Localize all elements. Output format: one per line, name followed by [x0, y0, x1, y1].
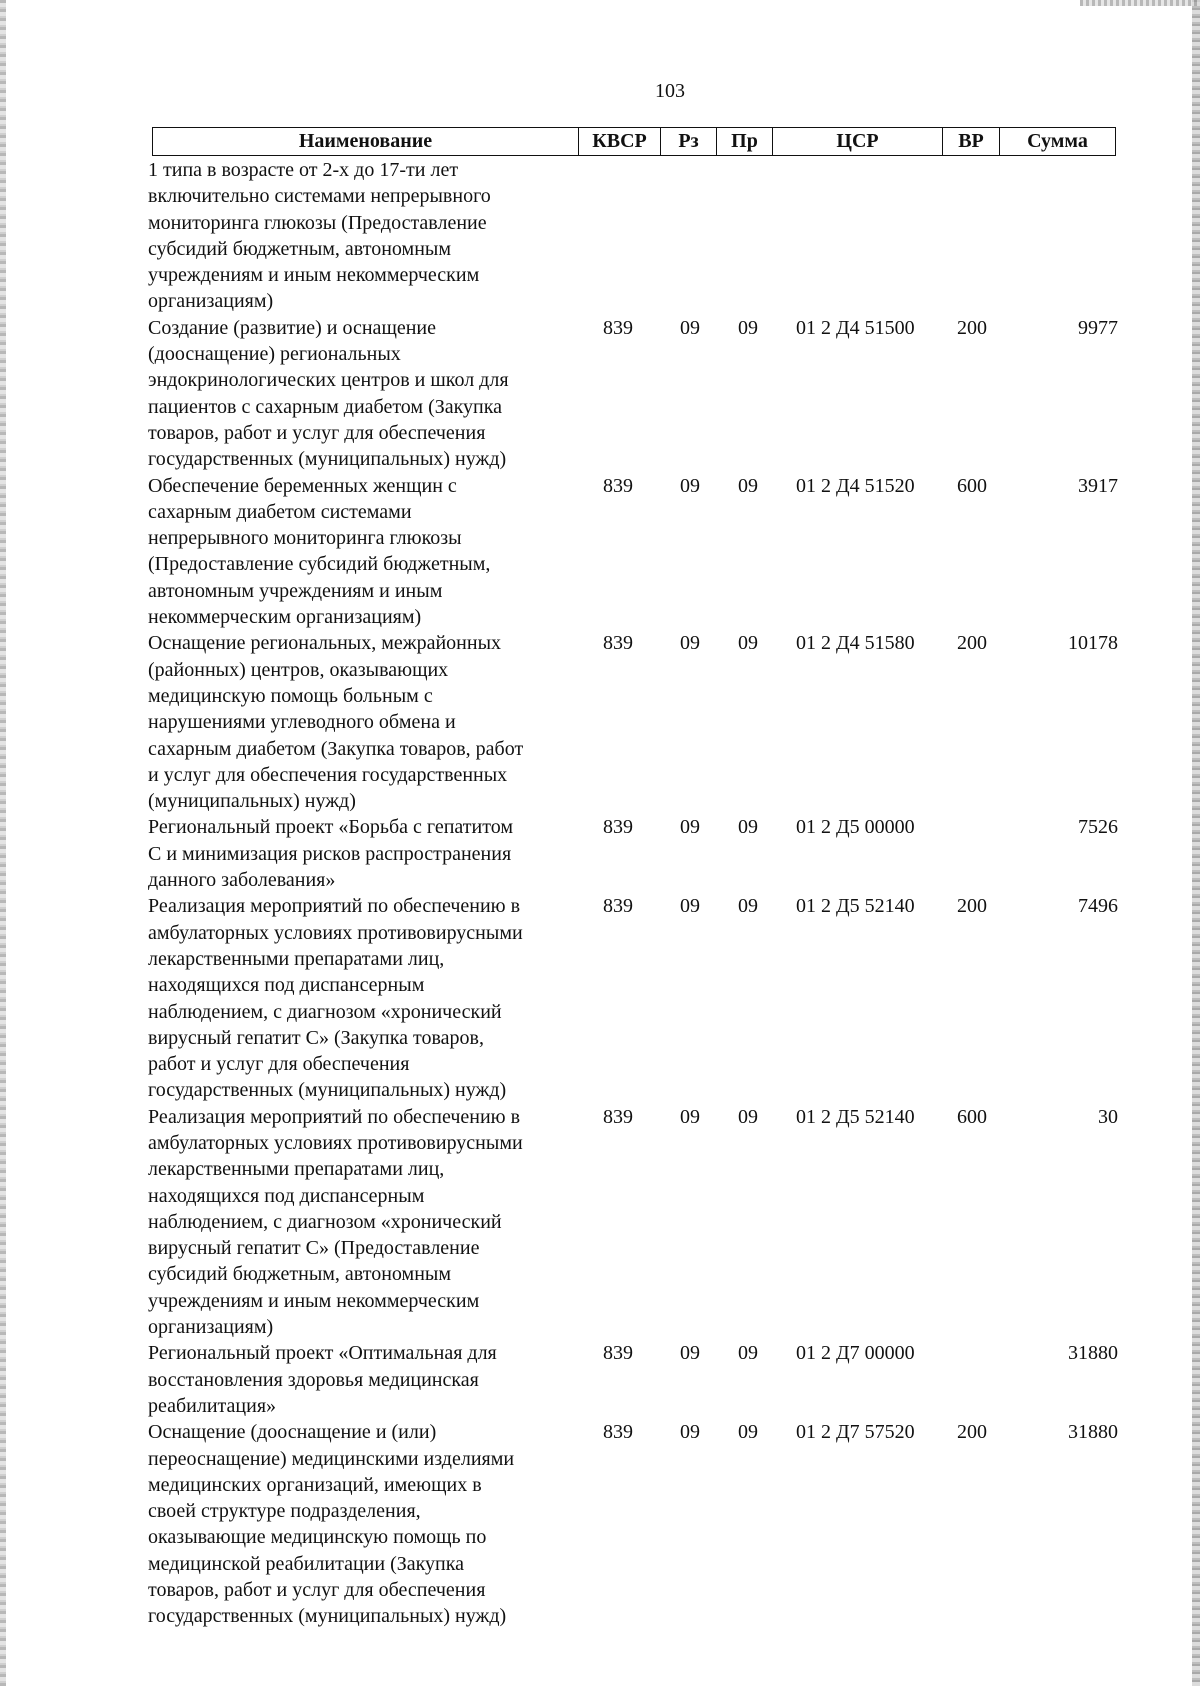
table-row	[0, 473, 1200, 631]
row-sum: 7496	[1078, 895, 1118, 918]
column-header-sum: Сумма	[1000, 128, 1116, 156]
row-sum: 7526	[1078, 816, 1118, 839]
row-sum: 9977	[1078, 316, 1118, 339]
row-csr: 01 2 Д4 51520	[796, 474, 915, 497]
table-row	[0, 814, 1200, 893]
row-sum: 3917	[1078, 474, 1118, 497]
row-csr: 01 2 Д7 00000	[796, 1342, 915, 1365]
row-kvsr: 839	[603, 895, 633, 918]
row-vr: 600	[957, 474, 987, 497]
table-row	[0, 1340, 1200, 1419]
row-sum: 31880	[1068, 1342, 1118, 1365]
row-pr: 09	[738, 1105, 758, 1128]
row-sum: 30	[1098, 1105, 1118, 1128]
row-vr: 200	[957, 632, 987, 655]
table-row	[0, 315, 1200, 473]
table-row	[0, 893, 1200, 1103]
row-rz: 09	[680, 632, 700, 655]
row-vr: 200	[957, 1421, 987, 1444]
column-header-rz: Рз	[661, 128, 717, 156]
table-body	[0, 157, 1200, 1630]
column-header-kvsr: КВСР	[579, 128, 661, 156]
row-pr: 09	[738, 632, 758, 655]
row-kvsr: 839	[603, 1421, 633, 1444]
row-vr: 200	[957, 895, 987, 918]
row-kvsr: 839	[603, 474, 633, 497]
row-rz: 09	[680, 895, 700, 918]
row-sum: 10178	[1068, 632, 1118, 655]
row-rz: 09	[680, 316, 700, 339]
table-row	[0, 1104, 1200, 1341]
row-kvsr: 839	[603, 316, 633, 339]
table-row	[0, 1419, 1200, 1629]
row-name: Региональный проект «Оптимальная для восстановления здоровья медицинская реабилитация»	[148, 1342, 497, 1417]
table-header	[152, 127, 1116, 156]
table-row	[0, 630, 1200, 814]
page-number: 103	[655, 80, 685, 102]
row-kvsr: 839	[603, 632, 633, 655]
row-sum: 31880	[1068, 1421, 1118, 1444]
row-rz: 09	[680, 474, 700, 497]
row-vr: 600	[957, 1105, 987, 1128]
row-kvsr: 839	[603, 1105, 633, 1128]
row-name: Реализация мероприятий по обеспечению в амбулаторных условиях противовирусными лекарственными препаратами лиц, находящихся под диспансерным наблюдением, с диагнозом «хронический вирусный гепатит С» (Предоставление субсидий бюджетным, автономным учреждениям и иным некоммерческим организациям)	[148, 1105, 523, 1339]
row-kvsr: 839	[603, 1342, 633, 1365]
row-name: Обеспечение беременных женщин с сахарным диабетом системами непрерывного мониторинга глюкозы (Предоставление субсидий бюджетным, автономным учреждениям и иным некоммерческим организациям)	[148, 474, 491, 629]
row-name: 1 типа в возрасте от 2-х до 17-ти лет включительно системами непрерывного мониторинга глюкозы (Предоставление субсидий бюджетным, автономным учреждениям и иным некоммерческим организациям)	[148, 159, 491, 313]
row-pr: 09	[738, 1342, 758, 1365]
row-pr: 09	[738, 816, 758, 839]
row-csr: 01 2 Д5 52140	[796, 895, 915, 918]
row-kvsr: 839	[603, 816, 633, 839]
row-name: Оснащение региональных, межрайонных (районных) центров, оказывающих медицинскую помощь больным с нарушениями углеводного обмена и сахарным диабетом (Закупка товаров, работ и услуг для обеспечения государственных (муниципальных) нужд)	[148, 632, 524, 813]
column-header-name: Наименование	[153, 128, 579, 156]
scan-edge-top	[1080, 0, 1200, 6]
row-name: Создание (развитие) и оснащение (дооснащение) региональных эндокринологических центров и школ для пациентов с сахарным диабетом (Закупка товаров, работ и услуг для обеспечения государственных (муниципальных) нужд)	[148, 316, 509, 471]
row-rz: 09	[680, 1421, 700, 1444]
row-name: Реализация мероприятий по обеспечению в амбулаторных условиях противовирусными лекарственными препаратами лиц, находящихся под диспансерным наблюдением, с диагнозом «хронический вирусный гепатит С» (Закупка товаров, работ и услуг для обеспечения государственных (муниципальных) нужд)	[148, 895, 523, 1102]
column-header-vr: ВР	[943, 128, 1000, 156]
row-csr: 01 2 Д5 52140	[796, 1105, 915, 1128]
header-row	[153, 128, 1116, 156]
row-csr: 01 2 Д4 51500	[796, 316, 915, 339]
row-csr: 01 2 Д4 51580	[796, 632, 915, 655]
row-rz: 09	[680, 1342, 700, 1365]
column-header-pr: Пр	[717, 128, 773, 156]
row-pr: 09	[738, 316, 758, 339]
column-header-csr: ЦСР	[773, 128, 943, 156]
row-rz: 09	[680, 816, 700, 839]
row-name: Оснащение (дооснащение и (или) переоснащение) медицинскими изделиями медицинских организаций, имеющих в своей структуре подразделения, оказывающие медицинскую помощь по медицинской реабилитации (Закупка товаров, работ и услуг для обеспечения государственных (муниципальных) нужд)	[148, 1421, 515, 1628]
row-pr: 09	[738, 1421, 758, 1444]
row-pr: 09	[738, 895, 758, 918]
row-rz: 09	[680, 1105, 700, 1128]
row-name: Региональный проект «Борьба с гепатитом С и минимизация рисков распространения данного заболевания»	[148, 816, 513, 892]
table-row	[0, 157, 1200, 315]
row-csr: 01 2 Д5 00000	[796, 816, 915, 839]
row-vr: 200	[957, 316, 987, 339]
row-pr: 09	[738, 474, 758, 497]
row-csr: 01 2 Д7 57520	[796, 1421, 915, 1444]
